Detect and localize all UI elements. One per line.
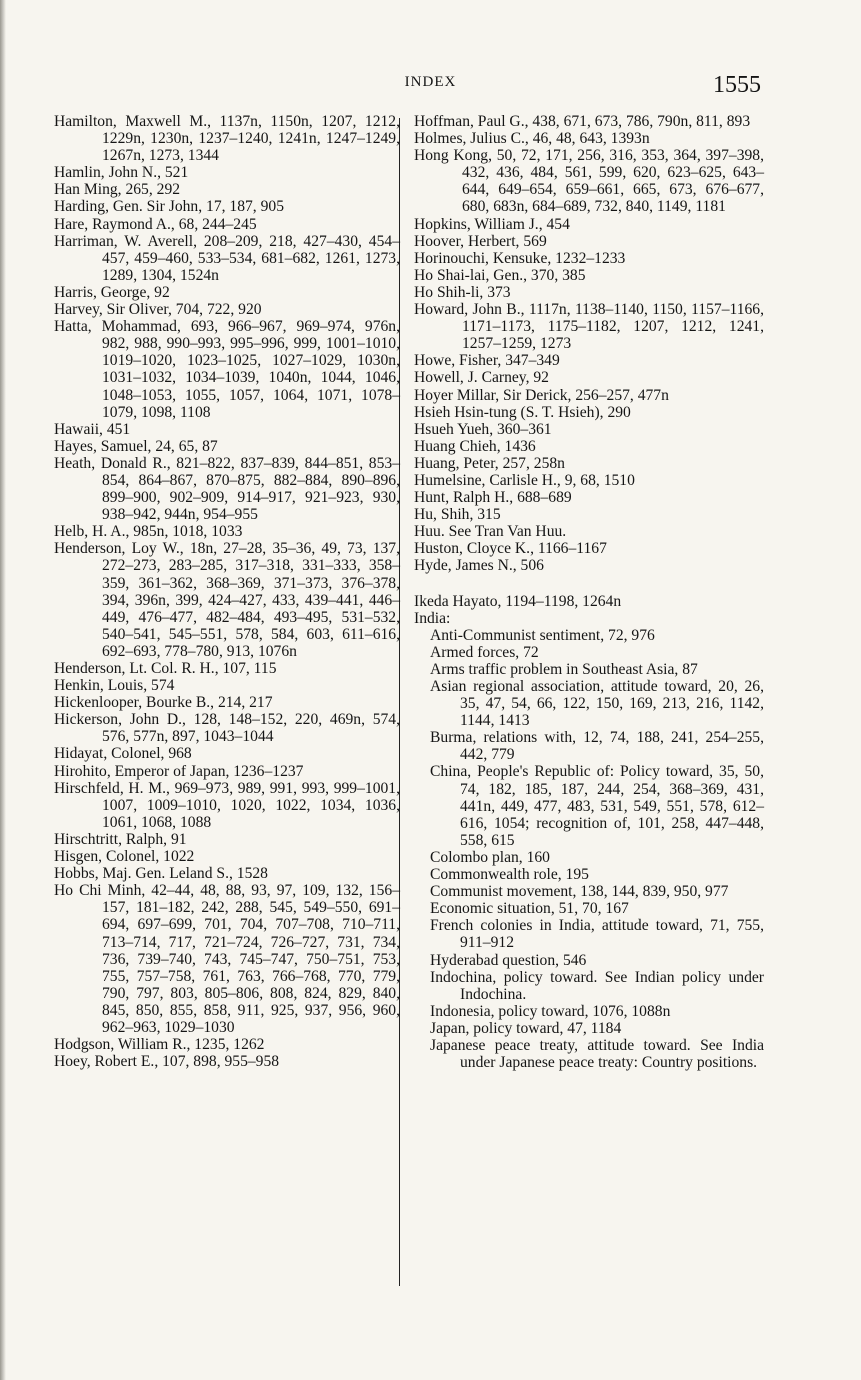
page-edge-shadow	[0, 0, 6, 1380]
index-entry: Ho Shih-li, 373	[414, 283, 511, 301]
index-entry: Howard, John B., 1117n, 1138–1140, 1150, 1157–1166, 1171–1173, 1175–1182, 1207, 1212, 1241, 1257–1259, 1273	[414, 301, 764, 353]
index-subentry: Anti-Communist sentiment, 72, 976	[430, 626, 655, 644]
index-subentry: Armed forces, 72	[430, 643, 539, 661]
index-subentry: French colonies in India, attitude toward, 71, 755, 911–912	[430, 917, 764, 952]
index-entry: Hickerson, John D., 128, 148–152, 220, 469n, 574, 576, 577n, 897, 1043–1044	[54, 711, 400, 746]
index-entry: Helb, H. A., 985n, 1018, 1033	[54, 523, 243, 541]
index-entry: Henderson, Lt. Col. R. H., 107, 115	[54, 660, 277, 677]
index-entry: Ho Chi Minh, 42–44, 48, 88, 93, 97, 109, 132, 156–157, 181–182, 242, 288, 545, 549–550, 691–694, 697–699, 701, 704, 707–708, 710–711, 713–714, 717, 721–724, 726–727, 731, 734, 736, 739–740, 743, 745–747, 750–751, 753, 755, 757–758, 761, 763, 766–768, 770, 779, 790, 797, 803, 805–806, 808, 824, 829, 840, 845, 850, 855, 858, 911, 925, 937, 956, 960, 962–963, 1029–1030	[54, 882, 400, 1036]
letter-section-gap	[414, 575, 764, 593]
index-entry: Hickenlooper, Bourke B., 214, 217	[54, 694, 273, 712]
index-entry: India:	[414, 609, 451, 627]
index-entry: Hunt, Ralph H., 688–689	[414, 489, 572, 507]
left-column	[54, 113, 400, 1070]
index-entry: Hsieh Hsin-tung (S. T. Hsieh), 290	[414, 403, 631, 421]
index-entry: Hidayat, Colonel, 968	[54, 745, 192, 763]
index-entry: Hamlin, John N., 521	[54, 164, 189, 182]
index-entry: Hisgen, Colonel, 1022	[54, 848, 195, 866]
index-entry: Heath, Donald R., 821–822, 837–839, 844–851, 853–854, 864–867, 870–875, 882–884, 890–896, 899–900, 902–909, 914–917, 921–923, 930, 938–942, 944n, 954–955	[54, 454, 400, 524]
index-entry: Han Ming, 265, 292	[54, 181, 181, 199]
index-entry: Hong Kong, 50, 72, 171, 256, 316, 353, 364, 397–398, 432, 436, 484, 561, 599, 620, 623–625, 643–644, 649–654, 659–661, 665, 673, 676–677, 680, 683n, 684–689, 732, 840, 1149, 1181	[414, 147, 764, 216]
running-header: INDEX	[404, 74, 457, 90]
index-subentry: Hyderabad question, 546	[430, 951, 587, 969]
index-entry: Humelsine, Carlisle H., 9, 68, 1510	[414, 471, 635, 489]
index-entry: Hoey, Robert E., 107, 898, 955–958	[54, 1053, 280, 1071]
index-entry: Henkin, Louis, 574	[54, 677, 175, 695]
index-entry: Howell, J. Carney, 92	[414, 369, 549, 387]
index-subentry: Colombo plan, 160	[430, 848, 550, 866]
index-entry: Hoover, Herbert, 569	[414, 232, 547, 250]
index-entry: Hirschtritt, Ralph, 91	[54, 830, 187, 848]
page-number: 1555	[713, 72, 761, 98]
index-entry: Hopkins, William J., 454	[414, 215, 570, 233]
index-entry: Huu. See Tran Van Huu.	[414, 523, 567, 541]
index-entry: Hayes, Samuel, 24, 65, 87	[54, 437, 218, 455]
index-entry: Huang Chieh, 1436	[414, 437, 536, 455]
index-entry: Ikeda Hayato, 1194–1198, 1264n	[414, 592, 622, 610]
index-entry: Hirschfeld, H. M., 969–973, 989, 991, 993, 999–1001, 1007, 1009–1010, 1020, 1022, 1034, 1036, 1061, 1068, 1088	[54, 779, 400, 831]
index-subentry: Arms traffic problem in Southeast Asia, 87	[430, 660, 698, 678]
index-entry: Hobbs, Maj. Gen. Leland S., 1528	[54, 865, 268, 883]
index-subentry: Commonwealth role, 195	[430, 866, 589, 884]
index-subentry: Japan, policy toward, 47, 1184	[430, 1019, 622, 1037]
index-subentry: Japanese peace treaty, attitude toward. See India under Japanese peace treaty: Country positions.	[430, 1036, 764, 1072]
index-entry: Hodgson, William R., 1235, 1262	[54, 1036, 265, 1054]
index-subentry: Indonesia, policy toward, 1076, 1088n	[430, 1002, 671, 1020]
index-subentry: Asian regional association, attitude toward, 20, 26, 35, 47, 54, 66, 122, 150, 169, 213, 216, 1142, 1144, 1413	[430, 678, 764, 730]
index-entry: Harris, George, 92	[54, 283, 170, 301]
index-subentry: Economic situation, 51, 70, 167	[430, 900, 629, 918]
index-entry: Ho Shai-lai, Gen., 370, 385	[414, 266, 586, 284]
right-column	[414, 113, 764, 1071]
index-entry: Hu, Shih, 315	[414, 506, 501, 524]
index-entry: Holmes, Julius C., 46, 48, 643, 1393n	[414, 130, 650, 148]
index-entry: Howe, Fisher, 347–349	[414, 352, 560, 370]
index-entry: Hamilton, Maxwell M., 1137n, 1150n, 1207, 1212, 1229n, 1230n, 1237–1240, 1241n, 1247–1249, 1267n, 1273, 1344	[54, 113, 400, 165]
index-entry: Hirohito, Emperor of Japan, 1236–1237	[54, 762, 304, 780]
index-entry: Hawaii, 451	[54, 420, 131, 438]
index-entry: Harvey, Sir Oliver, 704, 722, 920	[54, 301, 262, 319]
index-entry: Henderson, Loy W., 18n, 27–28, 35–36, 49, 73, 137, 272–273, 283–285, 317–318, 331–333, 358–359, 361–362, 368–369, 371–373, 376–378, 394, 396n, 399, 424–427, 433, 439–441, 446–449, 476–477, 482–484, 493–495, 531–532, 540–541, 545–551, 578, 584, 603, 611–616, 692–693, 778–780, 913, 1076n	[54, 540, 400, 660]
index-entry: Hoyer Millar, Sir Derick, 256–257, 477n	[414, 386, 669, 404]
index-entry: Horinouchi, Kensuke, 1232–1233	[414, 249, 626, 267]
index-subentry: Indochina, policy toward. See Indian policy under Indochina.	[430, 968, 764, 1003]
index-subentry: Communist movement, 138, 144, 839, 950, 977	[430, 883, 729, 901]
index-entry: Hare, Raymond A., 68, 244–245	[54, 215, 257, 233]
index-subentry: Burma, relations with, 12, 74, 188, 241, 254–255, 442, 779	[430, 729, 764, 764]
index-subentry: China, People's Republic of: Policy toward, 35, 50, 74, 182, 185, 187, 244, 254, 368–369, 431, 441n, 449, 477, 483, 531, 549, 551, 578, 612–616, 1054; recognition of, 101, 258, 447–448, 558, 615	[430, 763, 764, 849]
index-entry: Harding, Gen. Sir John, 17, 187, 905	[54, 198, 284, 216]
index-entry: Hsueh Yueh, 360–361	[414, 420, 552, 438]
index-entry: Huston, Cloyce K., 1166–1167	[414, 540, 607, 558]
index-entry: Harriman, W. Averell, 208–209, 218, 427–430, 454–457, 459–460, 533–534, 681–682, 1261, 1273, 1289, 1304, 1524n	[54, 232, 400, 284]
index-entry: Hyde, James N., 506	[414, 557, 544, 575]
index-entry: Huang, Peter, 257, 258n	[414, 454, 565, 472]
index-entry: Hoffman, Paul G., 438, 671, 673, 786, 790n, 811, 893	[414, 113, 751, 130]
index-entry: Hatta, Mohammad, 693, 966–967, 969–974, 976n, 982, 988, 990–993, 995–996, 999, 1001–1010, 1019–1020, 1023–1025, 1027–1029, 1030n, 1031–1032, 1034–1039, 1040n, 1044, 1046, 1048–1053, 1055, 1057, 1064, 1071, 1078–1079, 1098, 1108	[54, 318, 400, 421]
